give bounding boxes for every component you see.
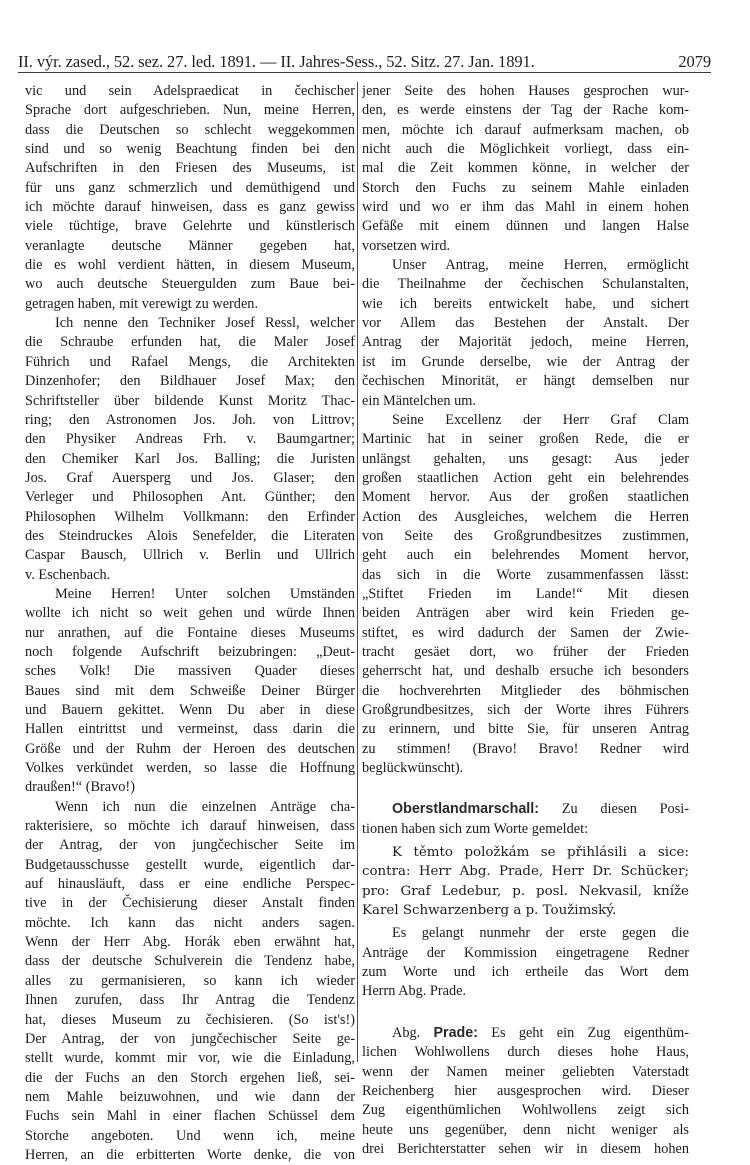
- text-line: beglückwünscht).: [362, 760, 464, 777]
- text-line: Anträge der Kommission eingetragene Redner: [362, 944, 689, 961]
- text-line: ein Mäntelchen um.: [362, 392, 476, 409]
- text-line: von Seite des Großgrundbesitzes zustimmen,: [362, 527, 689, 544]
- speaker-prade: [362, 1024, 689, 1159]
- header-session-info: II. výr. zased., 52. sez. 27. led. 1891. — II. Jahres-Sess., 52. Sitz. 27. Jan. 1891.: [18, 52, 535, 71]
- text-line: Seine Excellenz der Herr Graf Clam: [392, 411, 689, 428]
- text-line: den Physiker Andreas Frh. v. Baumgartner;: [25, 431, 355, 448]
- text-line: der Antrag, der von jungčechischer Seite im: [25, 837, 355, 854]
- text-line: Zug eigenthümlichen Wohlwollens zeigt sich: [362, 1102, 689, 1119]
- text-line: men, möchte ich darauf aufmerksam machen, ob: [362, 121, 689, 138]
- text-line: Fuchs sein Mahl in einer flachen Schüssel dem: [25, 1108, 355, 1125]
- text-line: Philosophen Wilhelm Vollkmann: den Erfinder: [25, 508, 355, 525]
- text-line: Ich nenne den Techniker Josef Ressl, welcher: [55, 315, 355, 332]
- text-line: wenn der Namen meiner geliebten Vaterstadt: [362, 1063, 689, 1080]
- speaker-text-line: tionen haben sich zum Worte gemeldet:: [362, 820, 589, 837]
- text-line: Reichenberg hier ausgesprochen wird. Dieser: [362, 1082, 689, 1099]
- text-line: noch folgende Aufschrift beizubringen: „Deut-: [25, 643, 355, 660]
- text-line: Volkes verkündet werden, so lasse die Hoffnung: [25, 760, 355, 777]
- text-line: den, es werde einstens der Tag der Rache kom-: [362, 102, 689, 119]
- text-line: Sprache dort aufgeschrieben. Nun, meine Herren,: [25, 102, 355, 119]
- text-line: zu erinnern, und bitte Sie, für unseren Antrag: [362, 721, 689, 738]
- text-line: zu stimmen! (Bravo! Bravo! Redner wird: [362, 740, 689, 757]
- text-line: getragen haben, mit verewigt zu werden.: [25, 295, 259, 312]
- text-line: dass die Deutschen so schlecht weggekommen: [25, 121, 355, 138]
- text-line: sind und so wenig Beachtung finden bei den: [25, 141, 355, 158]
- paragraph-unser-antrag: [362, 256, 689, 411]
- text-line: „Stiftet Frieden im Lande!“ Mit diesen: [362, 585, 689, 602]
- text-line: wie ich bereits entwickelt habe, und sichert: [362, 295, 689, 312]
- text-line: für uns ganz schmerzlich und demüthigend und: [25, 179, 355, 196]
- text-line: Wenn ich nun die einzelnen Anträge cha-: [55, 798, 355, 815]
- speaker-prefix: Abg.: [392, 1024, 421, 1041]
- text-line: Hallen eintrittst und vermeinst, dass darin die: [25, 721, 355, 738]
- text-line: großen staatlichen Action geht ein belehrendes: [362, 469, 689, 486]
- text-line: des Steindruckes Alois Senefelder, die Literaten: [25, 527, 355, 544]
- text-line: ring; den Astronomen Jos. Joh. von Littrov;: [25, 411, 355, 428]
- text-line: beiden Anträgen aber wird kein Frieden ge-: [362, 605, 689, 622]
- text-line: rakterisiere, so möchte ich darauf hinweisen, dass: [25, 818, 355, 835]
- text-line: Jos. Graf Auersperg und Jos. Glaser; den: [25, 469, 355, 486]
- text-line: čechischen Minorität, er hängt demselben nur: [362, 373, 689, 390]
- speaker-text-body: [362, 1043, 689, 1159]
- text-line: die der Fuchs an den Storch ergehen ließ, sei-: [25, 1069, 355, 1086]
- text-line: geht auch ein belehrendes Moment hervor,: [362, 547, 689, 564]
- text-line: den Chemiker Karl Jos. Balling; die Juristen: [25, 450, 355, 467]
- running-header: [18, 52, 711, 73]
- text-line: Großgrundbesitzes, sich der Worte ihres Führers: [362, 702, 689, 718]
- text-line: Dinzenhofer; den Bildhauer Josef Max; den: [25, 373, 355, 390]
- speaker-line: [362, 800, 689, 819]
- text-line: vorsetzen wird.: [362, 237, 451, 254]
- text-line: Wenn der Herr Abg. Horák eben erwähnt hat,: [25, 934, 355, 951]
- text-line: Führich und Rafael Mengs, die Architekten: [25, 353, 355, 370]
- text-line: die Theilnahme der čechischen Schulanstalten,: [362, 276, 689, 293]
- text-line: draußen!“ (Bravo!): [25, 779, 135, 796]
- text-line: Verleger und Philosophen Ant. Günther; den: [25, 489, 355, 506]
- text-line: Herrn Abg. Prade.: [362, 983, 467, 1000]
- spacer: [362, 778, 689, 800]
- text-line: auf hinausläuft, dass er eine endliche Perspec-: [25, 876, 355, 893]
- paragraph-es-gelangt: [362, 924, 689, 1001]
- text-line: Ihnen zurufen, dass Ihr Antrag die Tendenz: [25, 992, 355, 1009]
- text-line: ist im Grunde derselbe, wie der Antrag der: [362, 353, 689, 370]
- text-line: hat, dieses Museum zu čechisieren. (So ist's!): [25, 1011, 355, 1028]
- text-line: Storch den Fuchs zu seinem Mahle einladen: [362, 179, 689, 196]
- text-line: unlängst gehalten, uns gesagt: Aus jeder: [362, 450, 689, 467]
- paragraph-graf-clam-martinic: [362, 411, 689, 779]
- speaker-name: Prade:: [433, 1024, 478, 1041]
- text-line: jener Seite des hohen Hauses gesprochen wur-: [362, 83, 689, 99]
- speaker-line: [362, 1024, 689, 1043]
- text-line: sches Volk! Die massiven Quader dieses: [25, 663, 355, 680]
- czech-speaker-list: [362, 843, 689, 920]
- text-line: contra: Herr Abg. Prade, Herr Dr. Schücker;: [362, 864, 689, 880]
- text-line: wo auch deutsche Steuergulden zum Baue bei-: [25, 276, 355, 293]
- speaker-text: Zu diesen Posi-: [561, 801, 689, 818]
- text-line: alles zu germanisieren, so kann ich wieder: [25, 972, 355, 989]
- spacer: [362, 1002, 689, 1024]
- text-line: Martinic hat in seiner großen Rede, die er: [362, 431, 689, 448]
- text-line: das sich in die Worte zusammenfassen lässt:: [362, 566, 689, 583]
- text-line: Storche angeboten. Und wenn ich, meine: [25, 1127, 355, 1144]
- text-line: Budgetausschusse gestellt wurde, eigentlich dar-: [25, 856, 355, 873]
- text-line: stellt wurde, kommt mir vor, wie die Einladung,: [25, 1050, 355, 1067]
- paragraph-fox-and-stork-continued: [362, 82, 689, 256]
- text-line: Antrag der Majorität jedoch, meine Herren,: [362, 334, 689, 351]
- text-line: die es wohl verdient hätten, in diesem Museum,: [25, 257, 355, 274]
- text-line: drei Berichterstatter sehen wir in diesem hohen: [362, 1140, 689, 1157]
- text-line: zum Worte und ich ertheile das Wort dem: [362, 964, 689, 981]
- text-line: tive in der Čechisierung dieser Anstalt finden: [25, 895, 355, 912]
- speaker-oberstlandmarschall: [362, 800, 689, 839]
- text-line: nicht auch die Möglichkeit vorliegt, dass ein-: [362, 141, 689, 158]
- text-line: Herren, an die erbitterten Worte denke, die von: [25, 1146, 355, 1163]
- text-line: nur anrathen, auf die Fontaine dieses Museums: [25, 624, 355, 641]
- text-line: Größe und der Ruhm der Heroen des deutschen: [25, 740, 355, 757]
- text-line: stiftet, es wird dadurch der Samen der Zwie-: [362, 624, 689, 641]
- text-line: lichen Wohlwollens durch dieses hohe Haus,: [362, 1044, 689, 1061]
- speaker-text: Es geht ein Zug eigenthüm-: [491, 1024, 689, 1041]
- text-line: Gefäße mit einem dünnen und langen Halse: [362, 218, 689, 235]
- text-line: Moment hervor. Aus der großen staatlichen: [362, 489, 689, 506]
- text-line: die hochverehrten Mitglieder des böhmischen: [362, 682, 689, 699]
- column-divider: [357, 82, 358, 1062]
- page-number: 2079: [678, 52, 711, 71]
- text-line: v. Eschenbach.: [25, 566, 111, 583]
- text-line: Schriftsteller über bildende Kunst Moritz Thac-: [25, 392, 355, 409]
- text-line: möchte. Ich kann das nicht anders sagen.: [25, 914, 355, 931]
- text-line: geherrscht hat, und deshalb ersuche ich besonders: [362, 663, 689, 680]
- text-line: nem Mahle beizuwohnen, und wie dann der: [25, 1088, 355, 1105]
- text-line: tracht gesäet dort, wo früher der Frieden: [362, 643, 689, 660]
- text-line: K těmto položkám se přihlásili a sice:: [392, 845, 689, 861]
- text-line: Aufschriften in den Friesen des Museums, ist: [25, 160, 355, 177]
- text-line: vor Allem das Bestehen der Anstalt. Der: [362, 315, 689, 332]
- speaker-name: Oberstlandmarschall:: [392, 801, 539, 818]
- text-line: ich möchte darauf hinweisen, dass es ganz gewiss: [25, 199, 355, 216]
- text-line: Der Antrag, der von jungčechischer Seite ge-: [25, 1030, 355, 1047]
- text-line: Caspar Bausch, Ullrich v. Berlin und Ullrich: [25, 547, 355, 564]
- text-line: dass der deutsche Schulverein die Tendenz habe,: [25, 953, 355, 970]
- text-line: Karel Schwarzenberg a p. Toužimský.: [362, 903, 617, 919]
- text-line: und Bauern gekittet. Wenn Du aber in diese: [25, 702, 355, 718]
- left-column: [25, 82, 355, 1165]
- text-line: wird und wo er ihm das Mahl in einem hohen: [362, 199, 689, 216]
- right-column: [362, 82, 689, 1159]
- text-line: Meine Herren! Unter solchen Umständen: [55, 585, 355, 602]
- text-line: Es gelangt nunmehr der erste gegen die: [392, 925, 689, 942]
- text-line: pro: Graf Ledebur, p. posl. Nekvasil, kníže: [362, 883, 689, 899]
- text-line: veranlagte deutsche Männer gegeben hat,: [25, 237, 355, 254]
- text-line: viele tüchtige, brave Gelehrte und künstlerisch: [25, 218, 355, 235]
- text-line: mal die Zeit kommen könne, in welcher der: [362, 160, 689, 177]
- text-line: Action des Ausgleiches, welchem die Herren: [362, 508, 689, 525]
- text-line: heute uns gegenüber, denn nicht weniger als: [362, 1121, 689, 1138]
- text-line: Unser Antrag, meine Herren, ermöglicht: [392, 257, 689, 274]
- text-line: die Schraube erfunden hat, die Maler Josef: [25, 334, 355, 351]
- text-line: Baues sind mit dem Schweiße Deiner Bürger: [25, 682, 355, 699]
- text-line: wollte ich nicht so weit gehen und würde Ihnen: [25, 605, 355, 622]
- text-line: vic und sein Adelspraedicat in čechischer: [25, 83, 355, 99]
